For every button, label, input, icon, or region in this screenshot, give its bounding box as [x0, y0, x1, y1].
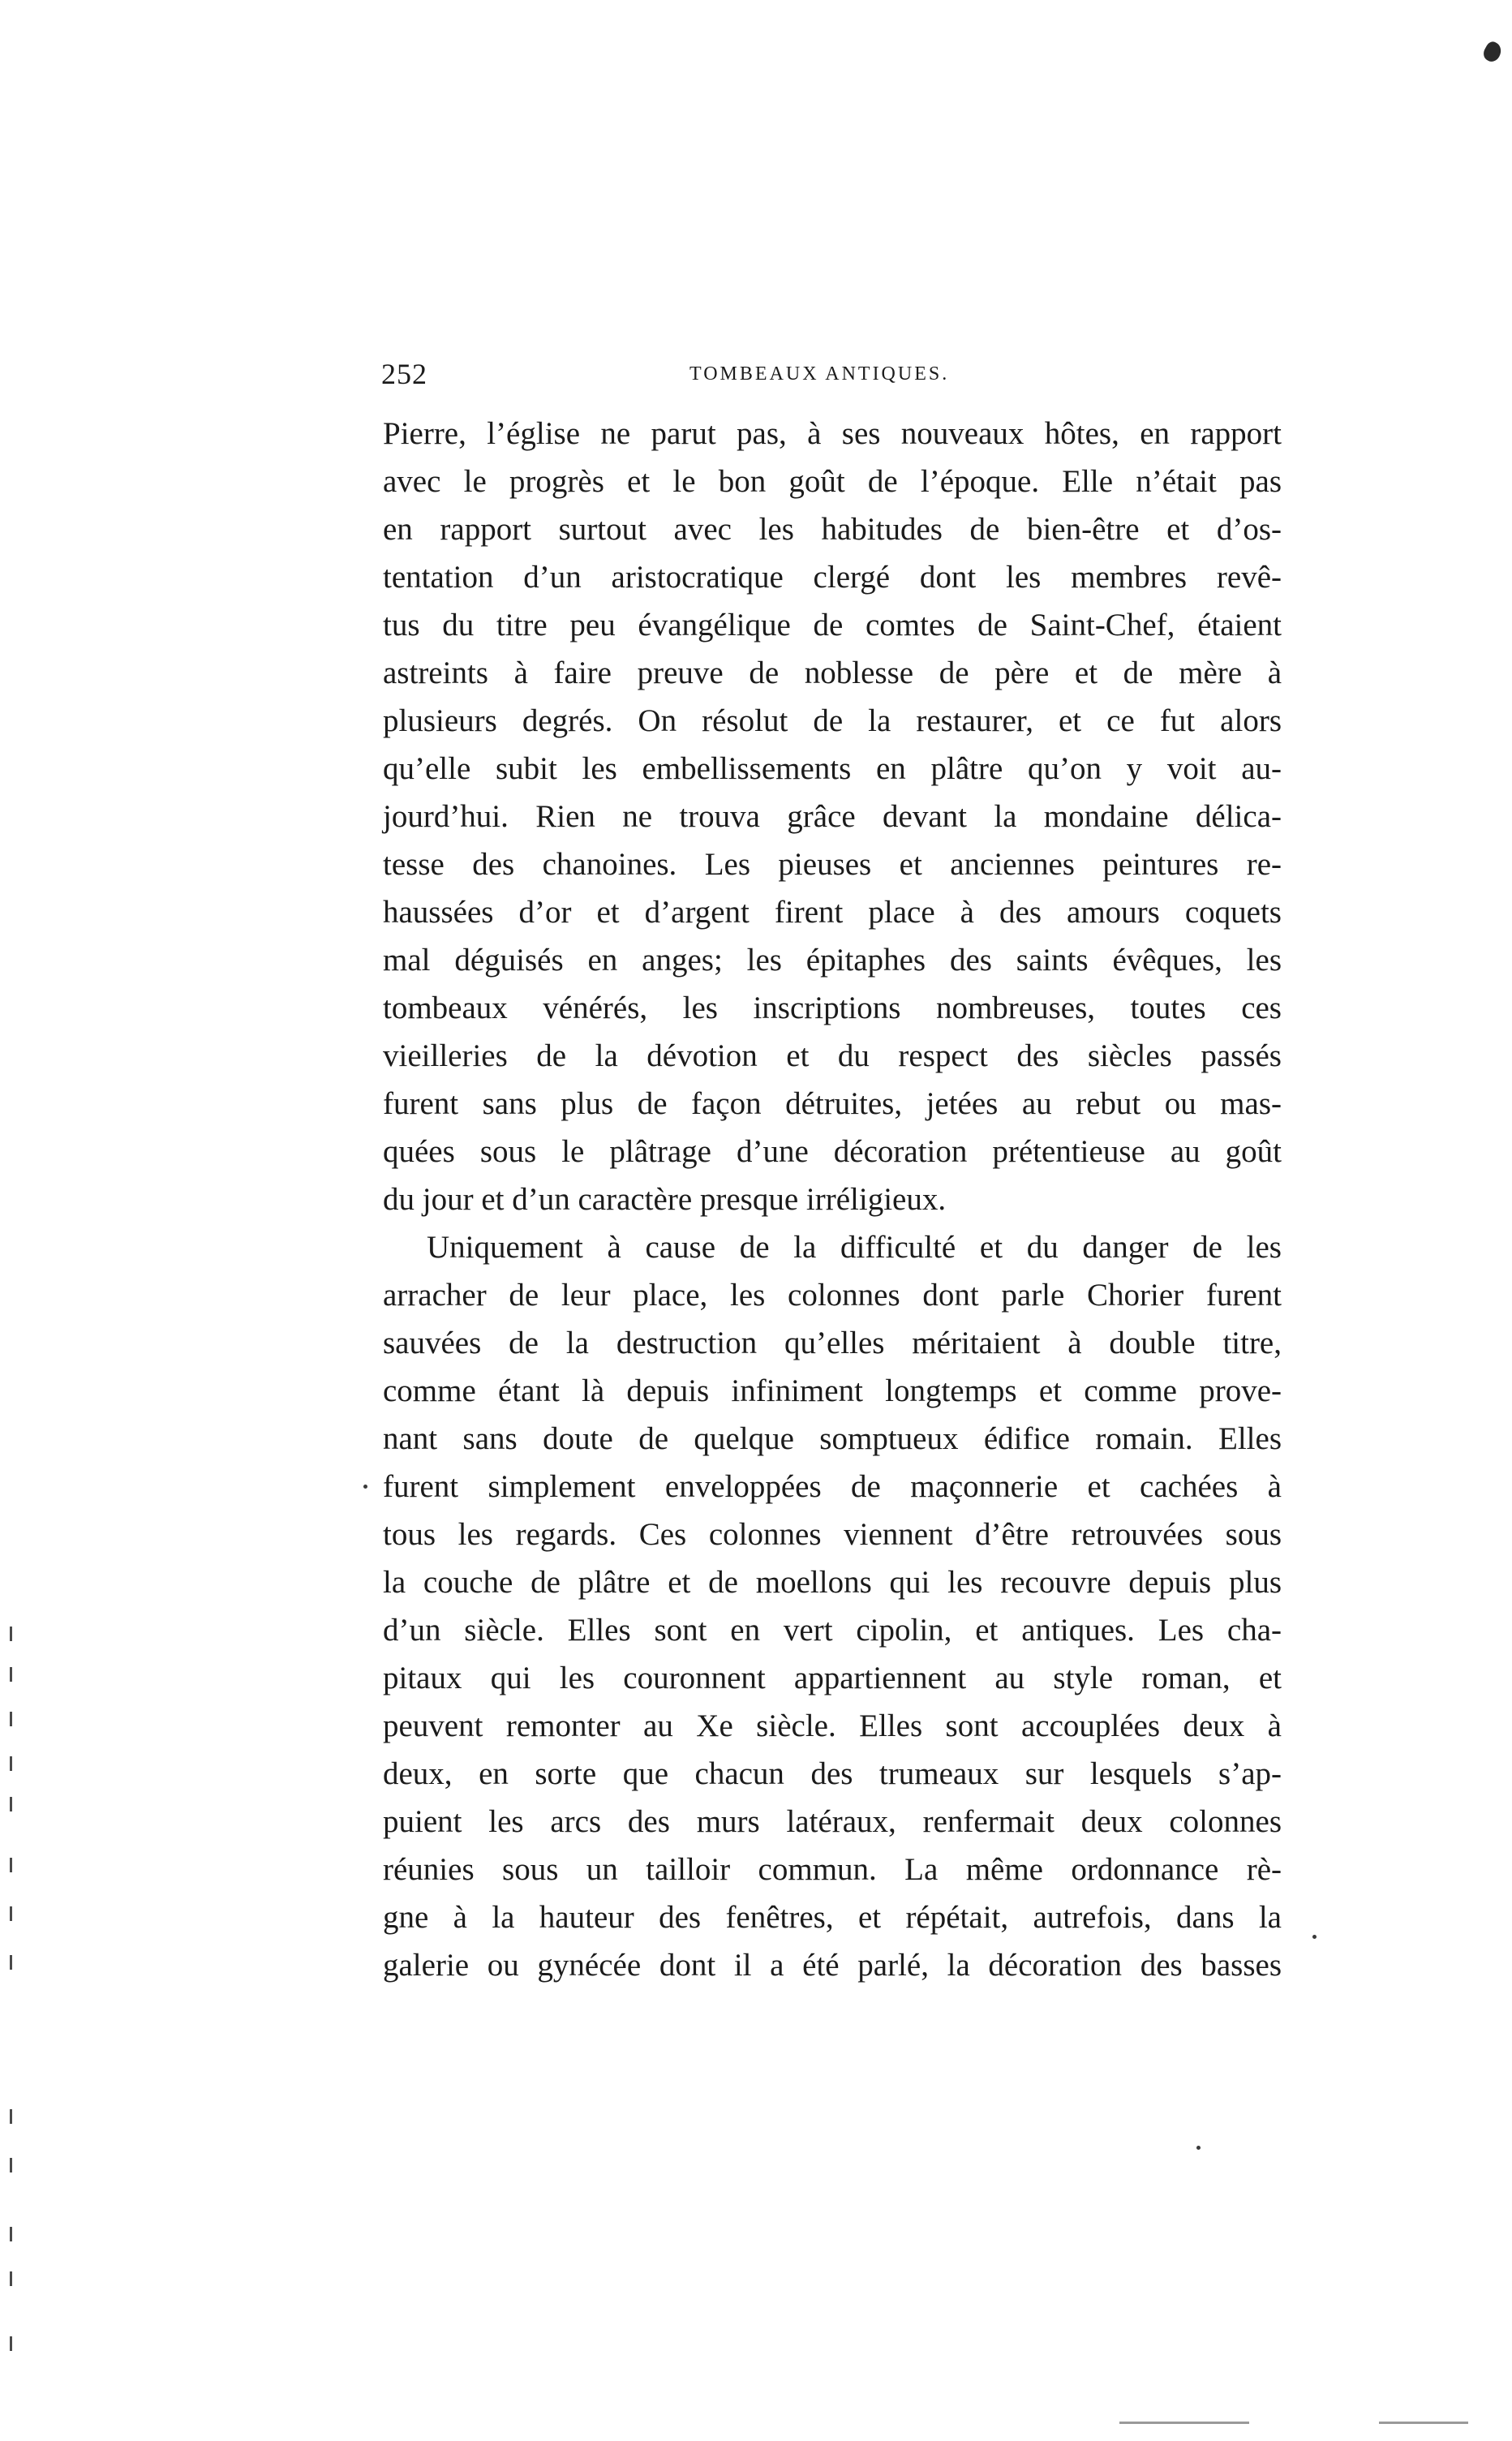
paragraph-start-line: Uniquement à cause de la difficulté et du danger de les [427, 1230, 1282, 1265]
body-text [383, 410, 1282, 1989]
text-line: gne à la hauteur des fenêtres, et répétait, autrefois, dans la [383, 1900, 1282, 1935]
scan-speck [10, 1667, 12, 1682]
text-line: arracher de leur place, les colonnes dont parle Chorier furent [383, 1278, 1282, 1313]
scan-speck [10, 2227, 12, 2241]
scan-speck [10, 1627, 12, 1641]
text-line: sauvées de la destruction qu’elles méritaient à double titre, [383, 1326, 1282, 1360]
scan-speck [363, 1485, 367, 1489]
running-title: TOMBEAUX ANTIQUES. [689, 363, 950, 385]
scan-speck [10, 1955, 12, 1970]
text-line: réunies sous un tailloir commun. La même ordonnance rè- [383, 1852, 1282, 1887]
text-line: qu’elle subit les embellissements en plâtre qu’on y voit au- [383, 751, 1282, 786]
scan-speck [10, 1756, 12, 1771]
text-line: jourd’hui. Rien ne trouva grâce devant la mondaine délica- [383, 799, 1282, 834]
text-line: tentation d’un aristocratique clergé dont les membres revê- [383, 560, 1282, 595]
text-line: galerie ou gynécée dont il a été parlé, la décoration des basses [383, 1948, 1282, 1983]
scan-speck [10, 1906, 12, 1921]
page-header [381, 357, 1274, 399]
text-line: astreints à faire preuve de noblesse de père et de mère à [383, 655, 1282, 690]
scan-speck [10, 2109, 12, 2124]
text-line: peuvent remonter au Xe siècle. Elles sont accouplées deux à [383, 1708, 1282, 1743]
text-line: la couche de plâtre et de moellons qui les recouvre depuis plus [383, 1565, 1282, 1600]
paragraph-end-line: du jour et d’un caractère presque irréligieux. [383, 1182, 947, 1217]
text-line: haussées d’or et d’argent firent place à des amours coquets [383, 895, 1282, 930]
text-line: tesse des chanoines. Les pieuses et anciennes peintures re- [383, 847, 1282, 882]
ink-blot-mark [1480, 40, 1504, 65]
text-line: d’un siècle. Elles sont en vert cipolin, et antiques. Les cha- [383, 1613, 1282, 1648]
scan-speck [10, 2158, 12, 2172]
page-number: 252 [381, 358, 427, 390]
text-line: en rapport surtout avec les habitudes de bien-être et d’os- [383, 512, 1282, 547]
text-line: tombeaux vénérés, les inscriptions nombreuses, toutes ces [383, 991, 1282, 1025]
text-line: pitaux qui les couronnent appartiennent au style roman, et [383, 1661, 1282, 1695]
text-line: tus du titre peu évangélique de comtes de Saint-Chef, étaient [383, 608, 1282, 642]
scan-speck [10, 2271, 12, 2286]
text-line: furent sans plus de façon détruites, jetées au rebut ou mas- [383, 1086, 1282, 1121]
text-line: tous les regards. Ces colonnes viennent d’être retrouvées sous [383, 1517, 1282, 1552]
text-line: Pierre, l’église ne parut pas, à ses nouveaux hôtes, en rapport [383, 416, 1282, 451]
text-line: deux, en sorte que chacun des trumeaux sur lesquels s’ap- [383, 1756, 1282, 1791]
text-line: quées sous le plâtrage d’une décoration prétentieuse au goût [383, 1134, 1282, 1169]
scan-speck [10, 1797, 12, 1811]
text-line: vieilleries de la dévotion et du respect des siècles passés [383, 1038, 1282, 1073]
text-line: plusieurs degrés. On résolut de la restaurer, et ce fut alors [383, 703, 1282, 738]
text-line: nant sans doute de quelque somptueux édifice romain. Elles [383, 1421, 1282, 1456]
text-line: comme étant là depuis infiniment longtemps et comme prove- [383, 1373, 1282, 1408]
scan-speck [10, 1712, 12, 1726]
scan-speck [1196, 2146, 1201, 2150]
scan-speck [1312, 1935, 1317, 1939]
text-line: avec le progrès et le bon goût de l’époque. Elle n’était pas [383, 464, 1282, 499]
text-line: mal déguisés en anges; les épitaphes des saints évêques, les [383, 943, 1282, 978]
text-line: puient les arcs des murs latéraux, renfermait deux colonnes [383, 1804, 1282, 1839]
scan-speck [10, 2336, 12, 2351]
text-line: furent simplement enveloppées de maçonnerie et cachées à [383, 1469, 1282, 1504]
scan-speck [10, 1858, 12, 1872]
scan-speck [1379, 2422, 1468, 2424]
scan-speck [1119, 2422, 1249, 2424]
